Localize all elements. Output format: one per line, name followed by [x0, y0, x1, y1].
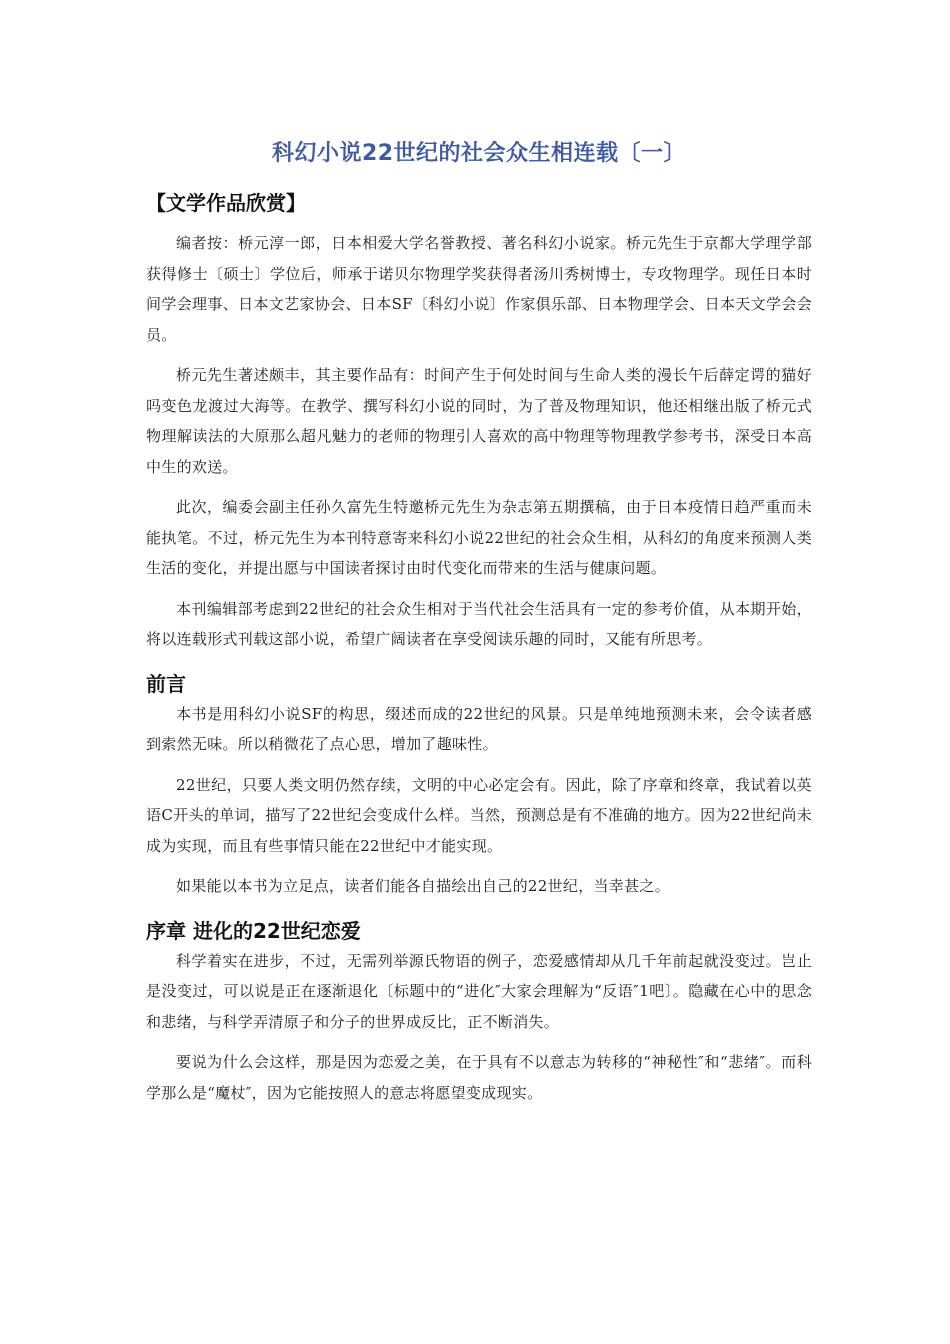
paragraph-invitation: 此次，编委会副主任孙久富先生特邀桥元先生为杂志第五期撰稿，由于日本疫情日趋严重而未能执笔。不过，桥元先生为本刊特意寄来科幻小说22世纪的社会众生相，从科幻的角度来预测人类生活的变化，并提出愿与中国读者探讨由时代变化而带来的生活与健康问题。: [146, 498, 812, 577]
paragraph-author-works: 桥元先生著述颇丰，其主要作品有：时间产生于何处时间与生命人类的漫长午后薛定谔的猫好吗变色龙渡过大海等。在教学、撰写科幻小说的同时，为了普及物理知识，他还相继出版了桥元式物理解读法的大原那么超凡魅力的老师的物理引人喜欢的高中物理等物理教学参考书，深受日本高中生的欢送。: [146, 366, 812, 476]
paragraph-preface-2: 22世纪，只要人类文明仍然存续，文明的中心必定会有。因此，除了序章和终章，我试着以英语C开头的单词，描写了22世纪会变成什么样。当然，预测总是有不准确的地方。因为22世纪尚未成为实现，而且有些事情只能在22世纪中才能实现。: [146, 775, 812, 855]
document-page: [146, 128, 812, 1108]
paragraph-prologue-1: 科学着实在进步，不过，无需列举源氏物语的例子，恋爱感情却从几千年前起就没变过。岂止是没变过，可以说是正在逐渐退化〔标题中的“进化″大家会理解为“反语″1吧〕。隐藏在心中的思念和悲绪，与科学弄清原子和分子的世界成反比，正不断消失。: [146, 951, 812, 1031]
section-heading-literary-appreciation: 【文学作品欣赏】: [146, 191, 306, 215]
paragraph-prologue-2: 要说为什么会这样，那是因为恋爱之美，在于具有不以意志为转移的“神秘性″和“悲绪″。而科学那么是“魔杖″，因为它能按照人的意志将愿望变成现实。: [146, 1053, 812, 1102]
section-heading-preface: 前言: [146, 671, 186, 696]
paragraph-preface-1: 本书是用科幻小说SF的构思，缀述而成的22世纪的风景。只是单纯地预测未来，会令读者感到索然无味。所以稍微花了点心思，增加了趣味性。: [146, 704, 812, 753]
document-title: 科幻小说22世纪的社会众生相连载〔一〕: [271, 141, 687, 166]
paragraph-serialization: 本刊编辑部考虑到22世纪的社会众生相对于当代社会生活具有一定的参考价值，从本期开始，将以连载形式刊载这部小说，希望广阔读者在享受阅读乐趣的同时，又能有所思考。: [146, 599, 812, 648]
paragraph-preface-3: 如果能以本书为立足点，读者们能各自描绘出自己的22世纪，当幸甚之。: [176, 877, 670, 895]
section-heading-prologue: 序章 进化的22世纪恋爱: [146, 918, 361, 943]
paragraph-editor-note: 编者按：桥元淳一郎，日本相爱大学名誉教授、著名科幻小说家。桥元先生于京都大学理学部获得修士〔硕士〕学位后，师承于诺贝尔物理学奖获得者汤川秀树博士，专攻物理学。现任日本时间学会理事、日本文艺家协会、日本SF〔科幻小说〕作家俱乐部、日本物理学会、日本天文学会会员。: [146, 234, 812, 344]
